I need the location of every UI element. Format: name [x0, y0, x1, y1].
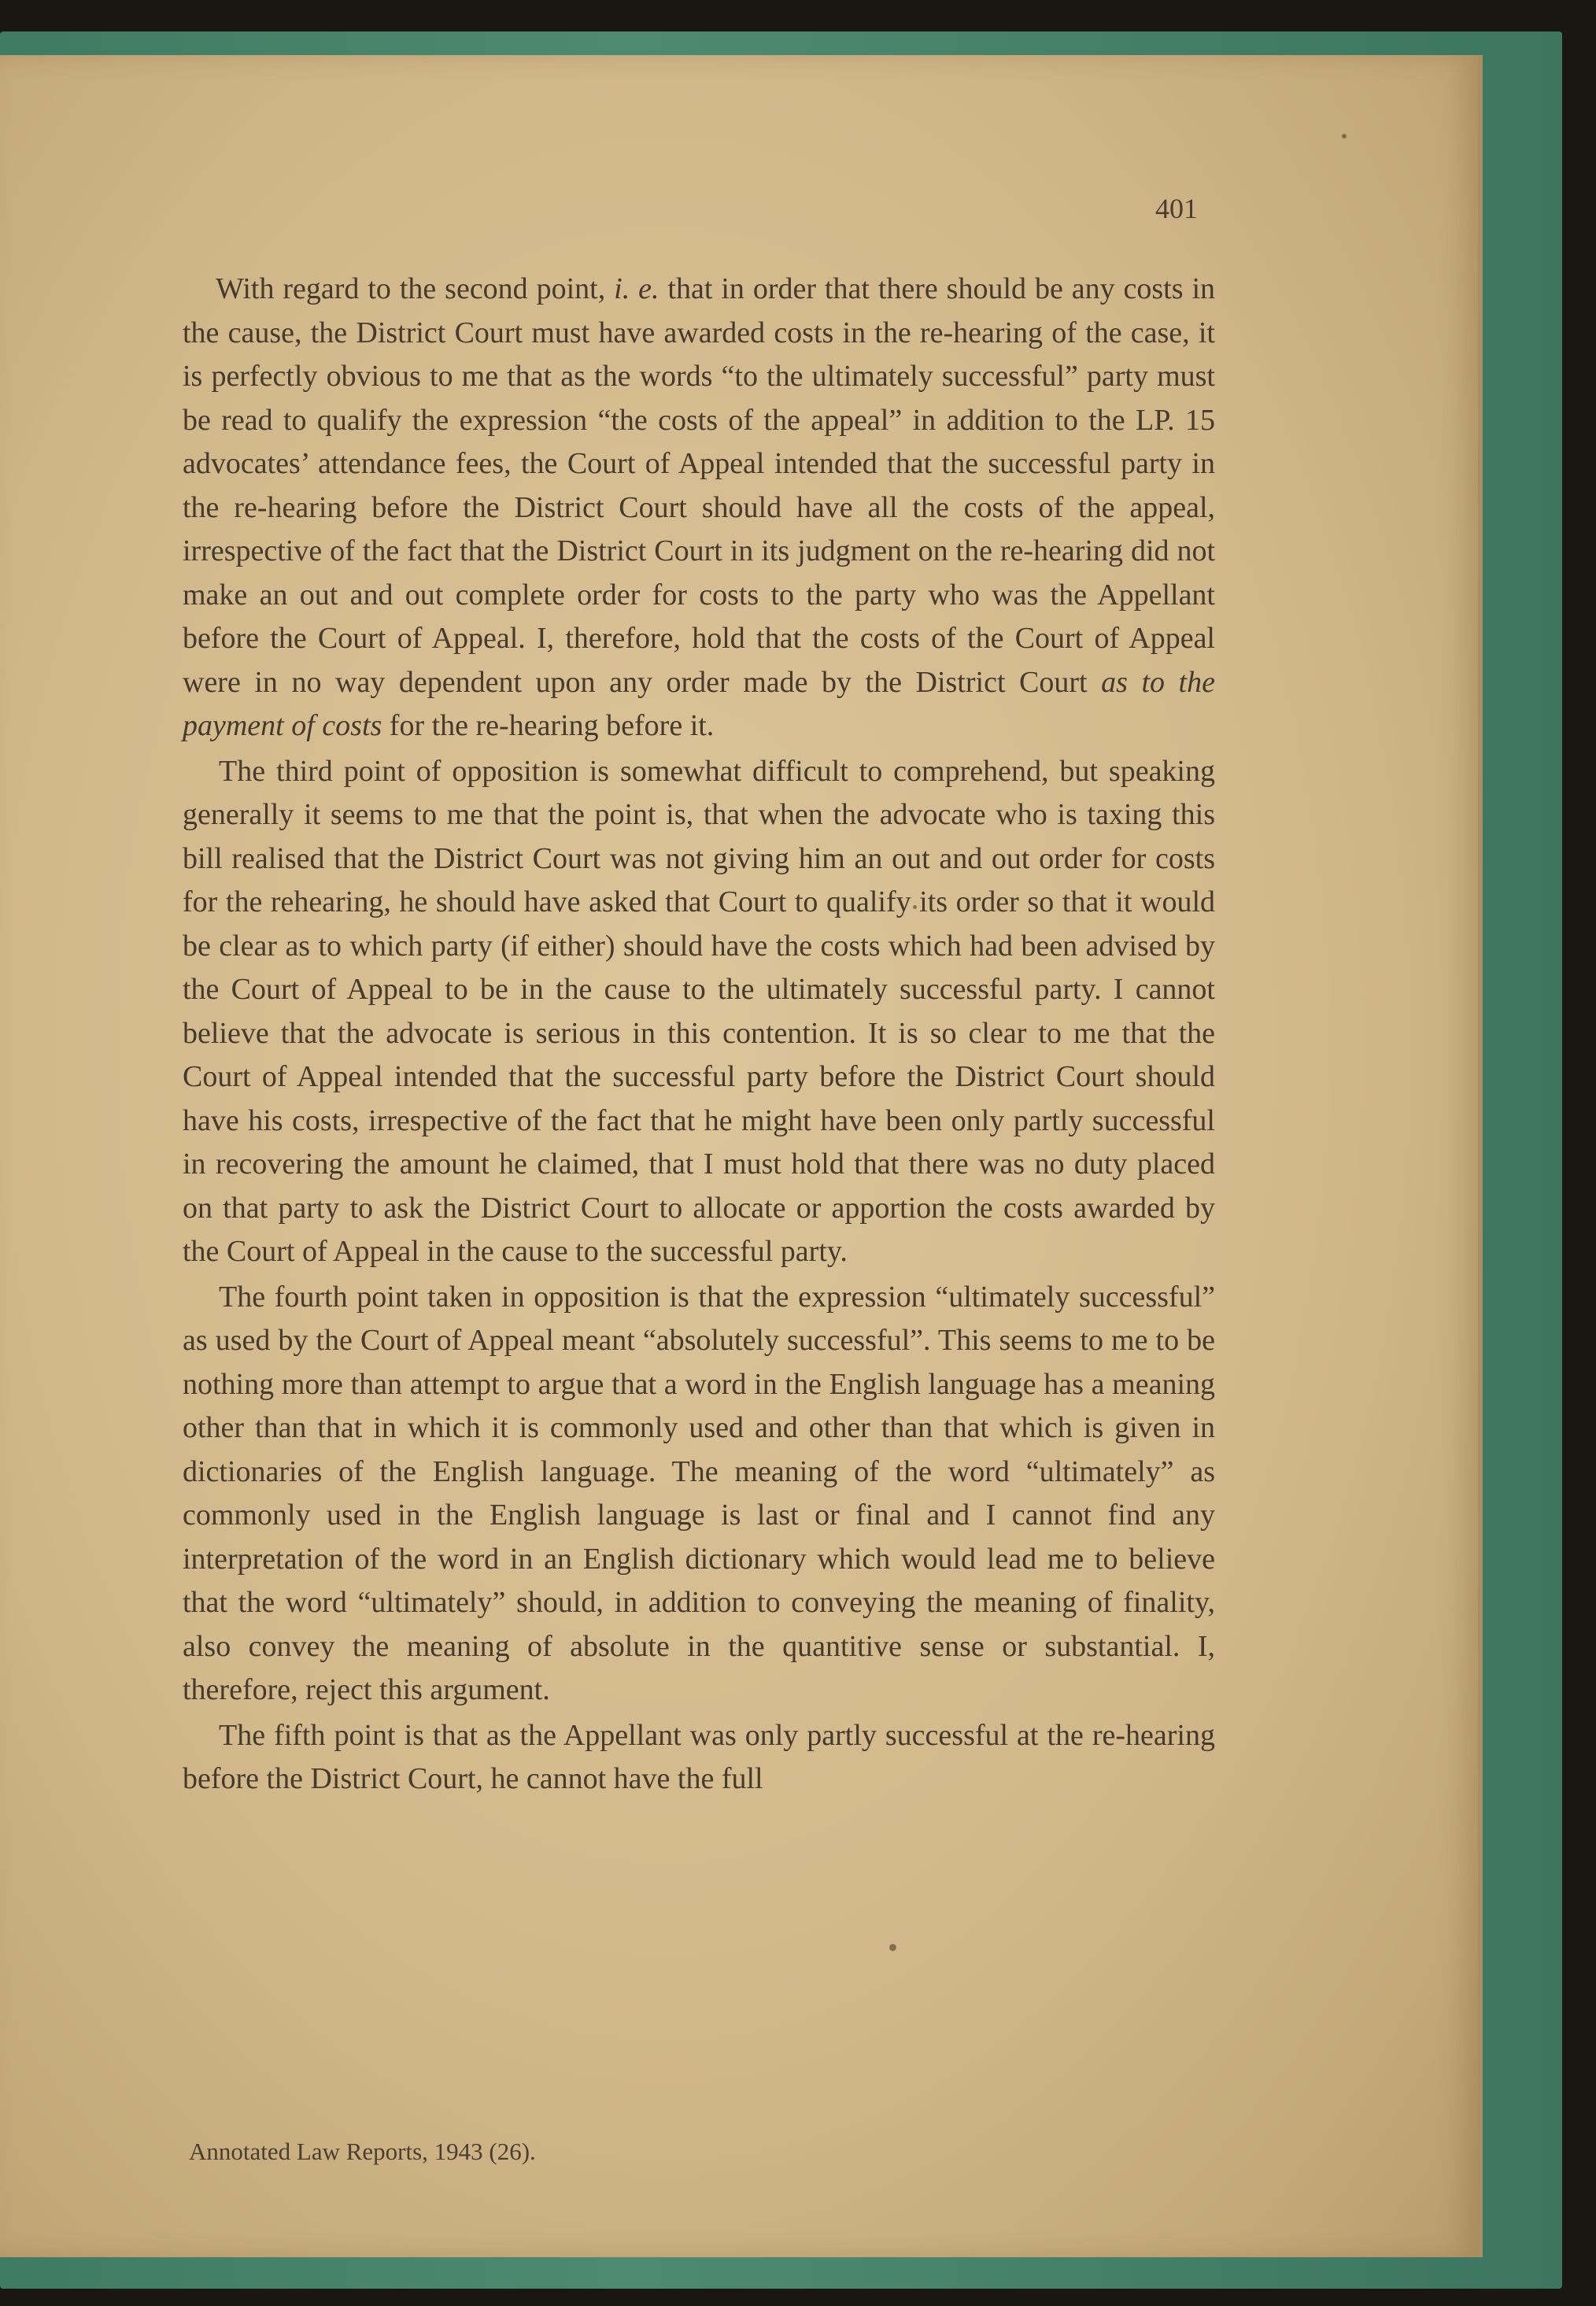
italic-segment: as to the payment of costs: [183, 665, 1215, 742]
body-text: [183, 268, 1215, 1803]
text-segment: The third point of opposition is somewhat difficult to comprehend, but speaking generally it seems to me that the point is, that when the advocate who is taxing this bill realised that the District Court was not giving him an out and out order for costs for the rehearing, he should have asked that Court to qualify its order so that it would be clear as to which party (if either) should have the costs which had been advised by the Court of Appeal to be in the cause to the ultimately successful party. I cannot believe that the advocate is serious in this contention. It is so clear to me that the Court of Appeal intended that the successful party before the District Court should have his costs, irrespective of the fact that he might have been only partly successful in recovering the amount he claimed, that I must hold that there was no duty placed on that party to ask the District Court to allocate or apportion the costs awarded by the Court of Appeal in the cause to the successful party.: [183, 754, 1215, 1268]
page-number: 401: [1155, 193, 1198, 224]
text-segment: for the re-hearing before it.: [382, 709, 715, 742]
paragraph: [183, 1276, 1215, 1713]
text-segment: The fourth point taken in opposition is that the expression “ultimately successful” as used by the Court of Appeal meant “absolutely successful”. This seems to me to be nothing more than attempt to argue that a word in the English language has a meaning other than that in which it is commonly used and other than that which is given in dictionaries of the English language. The meaning of the word “ultimately” as commonly used in the English language is last or final and I cannot find any interpretation of the word in an English dictionary which would lead me to believe that the word “ultimately” should, in addition to conveying the meaning of finality, also convey the meaning of absolute in the quantitive sense or substantial. I, therefore, reject this argument.: [183, 1280, 1215, 1706]
text-segment: With regard to the second point,: [216, 272, 615, 305]
paper-spot: [1342, 134, 1347, 139]
italic-segment: i. e.: [614, 272, 659, 305]
paragraph: [183, 750, 1215, 1274]
paragraph: [183, 1714, 1215, 1802]
footer-citation: Annotated Law Reports, 1943 (26).: [189, 2138, 536, 2165]
paragraph: [183, 268, 1215, 748]
paper-spot: [889, 1944, 896, 1951]
text-segment: that in order that there should be any costs in the cause, the District Court must have awarded costs in the re-hearing of the case, it is perfectly obvious to me that as the words “to the ultimately successful” party must be read to qualify the expression “the costs of the appeal” in addition to the LP. 15 advocates’ attendance fees, the Court of Appeal intended that the successful party in the re-hearing before the District Court should have all the costs of the appeal, irrespective of the fact that the District Court in its judgment on the re-hearing did not make an out and out complete order for costs to the party who was the Appellant before the Court of Appeal. I, therefore, hold that the costs of the Court of Appeal were in no way dependent upon any order made by the District Court: [183, 272, 1216, 699]
text-segment: The fifth point is that as the Appellant was only partly successful at the re-hearing before the District Court, he cannot have the full: [183, 1718, 1215, 1795]
